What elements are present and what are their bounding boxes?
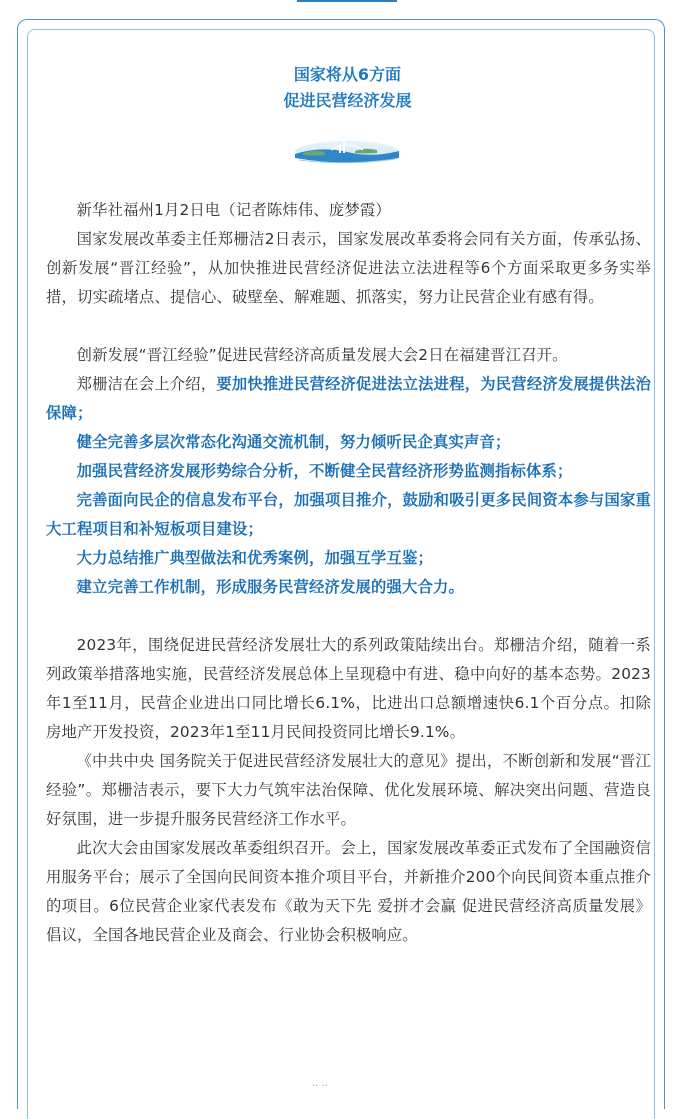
measure-1: 要加快推进民营经济促进法立法进程，为民营经济发展提供法治保障； (46, 375, 651, 422)
spacer (46, 602, 651, 631)
measure-6: 建立完善工作机制，形成服务民营经济发展的强大合力。 (76, 578, 465, 596)
dateline: 新华社福州1月2日电（记者陈炜伟、庞梦霞） (76, 201, 391, 219)
article-body (46, 196, 651, 950)
bottom-cut-text: ·· ·· (312, 1084, 328, 1090)
paragraph-opinion: 《中共中央 国务院关于促进民营经济发展壮大的意见》提出，不断创新和发展“晋江经验”。郑栅洁表示，要下大力气筑牢法治保障、优化发展环境、解决突出问题、营造良好氛围，进一步提升服务民营经济工作水平。 (46, 752, 651, 828)
paragraph-platform: 此次大会由国家发展改革委组织召开。会上，国家发展改革委正式发布了全国融资信用服务平台；展示了全国向民间资本推介项目平台，并新推介200个向民间资本重点推介的项目。6位民营企业家代表发布《敢为天下先 爱拼才会赢 促进民营经济高质量发展》倡议，全国各地民营企业及商会、行业协会积极响应。 (46, 839, 651, 944)
measure-5: 大力总结推广典型做法和优秀案例，加强互学互鉴； (76, 549, 434, 567)
measures-lead: 郑栅洁在会上介绍， (76, 375, 217, 393)
article-title-line-1: 国家将从6方面 (293, 65, 402, 84)
top-accent-line (297, 0, 397, 2)
paragraph-2023-stats: 2023年，围绕促进民营经济发展壮大的系列政策陆续出台。郑栅洁介绍，随着一系列政策举措落地实施，民营经济发展总体上呈现稳中有进、稳中向好的基本态势。2023年1至11月，民营企业进出口同比增长6.1%，比进出口总额增速快6.1个百分点。扣除房地产开发投资，2023年1至11月民间投资同比增长9.1%。 (46, 636, 651, 741)
paragraph-intro: 国家发展改革委主任郑栅洁2日表示，国家发展改革委将会同有关方面，传承弘扬、创新发展“晋江经验”，从加快推进民营经济促进法立法进程等6个方面采取更多务实举措，切实疏堵点、提信心、破壁垒、解难题、抓落实，努力让民营企业有感有得。 (46, 230, 651, 306)
article-title-line-2: 促进民营经济发展 (283, 91, 412, 110)
paragraph-measures (46, 370, 651, 428)
measure-2: 健全完善多层次常态化沟通交流机制，努力倾听民企真实声音； (76, 433, 511, 451)
landscape-divider-icon (295, 140, 399, 164)
measure-3: 加强民营经济发展形势综合分析，不断健全民营经济形势监测指标体系； (76, 462, 573, 480)
spacer (46, 312, 651, 341)
measure-4: 完善面向民企的信息发布平台，加强项目推介，鼓励和吸引更多民间资本参与国家重大工程项目和补短板项目建设； (46, 491, 651, 538)
paragraph-conference: 创新发展“晋江经验”促进民营经济高质量发展大会2日在福建晋江召开。 (76, 346, 568, 364)
